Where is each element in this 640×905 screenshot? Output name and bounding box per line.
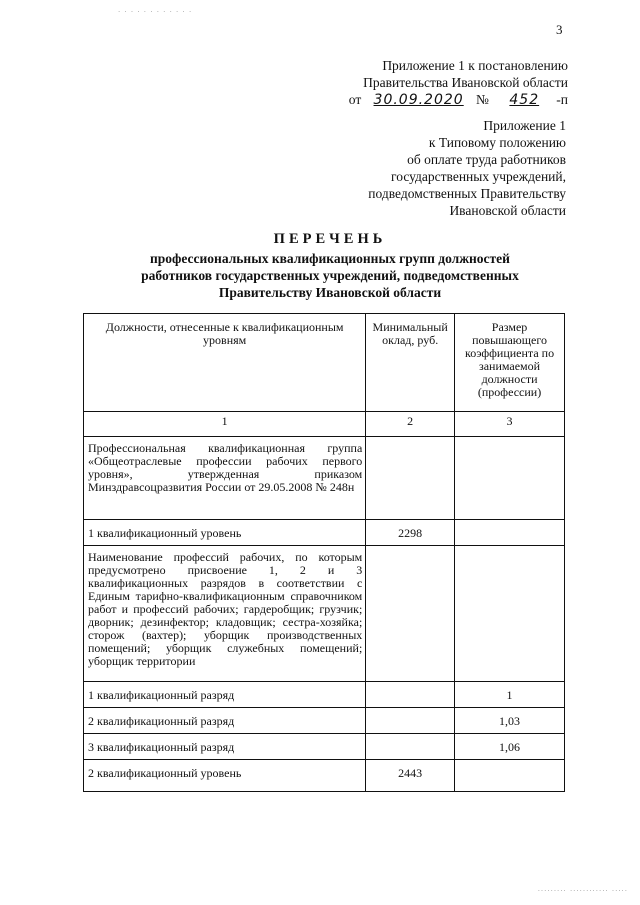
document-title: ПЕРЕЧЕНЬ xyxy=(273,231,387,247)
appendix-sub-line4: государственных учреждений, xyxy=(391,169,566,184)
coefficient-cell: 1,03 xyxy=(455,708,565,734)
salary-cell: 2443 xyxy=(366,760,455,792)
appendix-main-line3 xyxy=(349,91,568,109)
level-label: 2 квалификационный уровень xyxy=(84,760,366,792)
appendix-sub-line5: подведомственных Правительству xyxy=(368,186,566,201)
subtitle-line3: Правительству Ивановской области xyxy=(218,285,442,300)
salary-cell xyxy=(366,437,455,520)
salary-cell xyxy=(366,546,455,682)
column-number: 3 xyxy=(455,412,565,437)
appendix-sub-line6: Ивановской области xyxy=(449,203,566,218)
column-number: 1 xyxy=(84,412,366,437)
page-number: 3 xyxy=(556,22,563,37)
handwritten-number: 452 xyxy=(509,92,540,108)
grade-label: 3 квалификационный разряд xyxy=(84,734,366,760)
coefficient-cell: 1 xyxy=(455,682,565,708)
level-label: 1 квалификационный уровень xyxy=(84,520,366,546)
appendix-sub-block xyxy=(368,117,566,219)
coefficient-cell xyxy=(455,520,565,546)
grade-label: 1 квалификационный разряд xyxy=(84,682,366,708)
header-min-salary: Минимальный оклад, руб. xyxy=(366,314,455,412)
number-label: № xyxy=(476,92,489,107)
table-row xyxy=(84,546,565,682)
from-label: от xyxy=(348,92,362,107)
table-row xyxy=(84,437,565,520)
salary-cell xyxy=(366,708,455,734)
header-positions: Должности, отнесенные к квалификационным уровням xyxy=(84,314,366,412)
coefficient-cell: 1,06 xyxy=(455,734,565,760)
scan-artifact-bottom: ········· ············ ····· xyxy=(537,887,628,895)
table-row xyxy=(84,682,565,708)
group-description: Профессиональная квалификационная группа «Общеотраслевые профессии рабочих первого уровня», утвержденная приказом Минздравсоцразвития России от 29.05.2008 № 248н xyxy=(84,437,366,520)
header-coefficient: Размер повышающего коэффициента по занимаемой должности (профессии) xyxy=(455,314,565,412)
salary-cell xyxy=(366,682,455,708)
subtitle-line1: профессиональных квалификационных групп должностей xyxy=(150,251,510,266)
appendix-sub-line3: об оплате труда работников xyxy=(407,152,566,167)
salary-cell: 2298 xyxy=(366,520,455,546)
coefficient-cell xyxy=(455,760,565,792)
appendix-main-block xyxy=(349,57,568,109)
appendix-main-line1: Приложение 1 к постановлению xyxy=(382,58,568,73)
coefficient-cell xyxy=(455,437,565,520)
table-row xyxy=(84,734,565,760)
subtitle-line2: работников государственных учреждений, подведомственных xyxy=(141,268,519,283)
table-row xyxy=(84,520,565,546)
appendix-sub-line1: Приложение 1 xyxy=(483,118,566,133)
grade-label: 2 квалификационный разряд xyxy=(84,708,366,734)
column-number: 2 xyxy=(366,412,455,437)
table-header-row xyxy=(84,314,565,412)
qualification-table xyxy=(83,313,565,792)
scan-artifact-top: · · · · · · · · · · · · xyxy=(118,8,193,16)
coefficient-cell xyxy=(455,546,565,682)
appendix-main-line2: Правительства Ивановской области xyxy=(363,75,568,90)
table-row xyxy=(84,708,565,734)
handwritten-date: 30.09.2020 xyxy=(373,92,464,108)
appendix-sub-line2: к Типовому положению xyxy=(428,135,566,150)
number-suffix: -п xyxy=(556,92,568,107)
salary-cell xyxy=(366,734,455,760)
professions-list: Наименование профессий рабочих, по которым предусмотрено присвоение 1, 2 и 3 квалификационных разрядов в соответствии с Единым тарифно-квалификационным справочником работ и профессий рабочих; гардеробщик; грузчик; дворник; дезинфектор; кладовщик; сестра-хозяйка; сторож (вахтер); уборщик производственных помещений; уборщик служебных помещений; уборщик территории xyxy=(84,546,366,682)
table-row xyxy=(84,760,565,792)
document-subtitle xyxy=(70,250,590,301)
column-number-row xyxy=(84,412,565,437)
